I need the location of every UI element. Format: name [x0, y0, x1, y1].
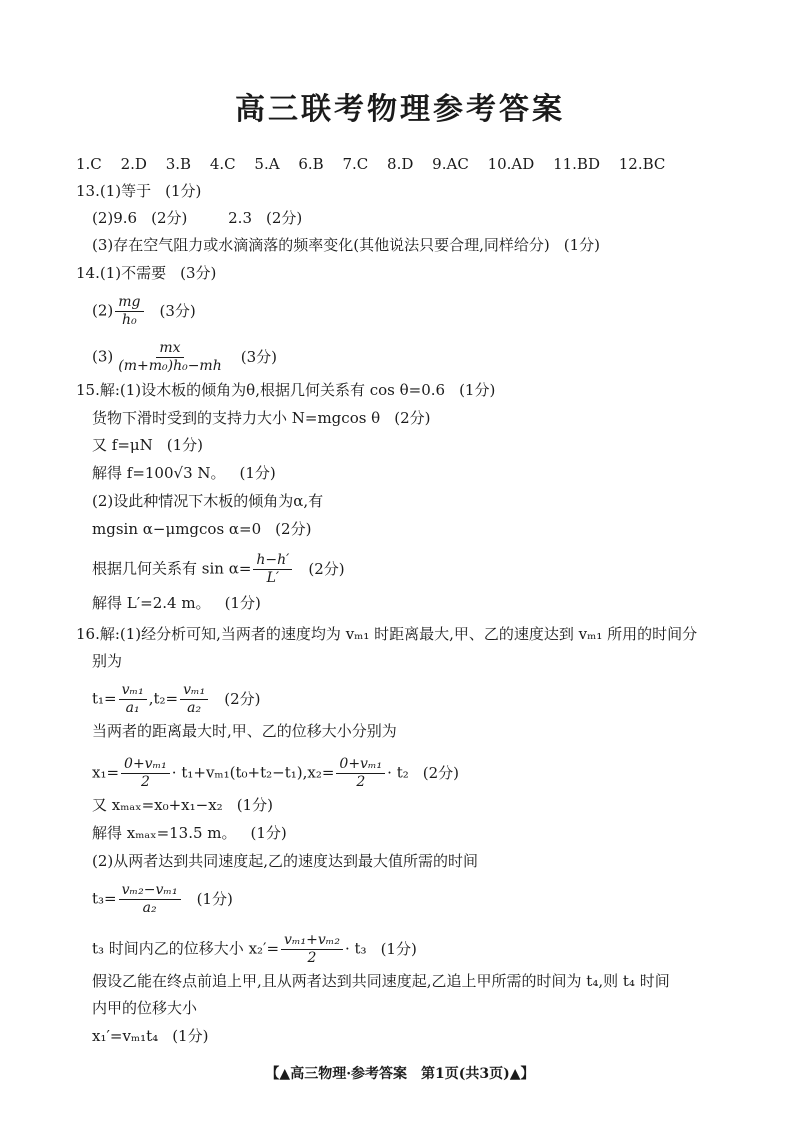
numerator: vₘ₁ — [180, 682, 208, 700]
q16-line13 — [92, 1026, 208, 1046]
q14-label-2: (2) — [92, 301, 114, 320]
page-title: 高三联考物理参考答案 — [235, 92, 565, 127]
fraction — [119, 682, 147, 717]
q15-text: (2)设此种情况下木板的倾角为α,有 — [92, 492, 324, 510]
mcq-item: 12.BC — [618, 155, 666, 173]
q16-formula: · t₂ — [387, 763, 409, 782]
points: (1分) — [172, 1027, 209, 1045]
q15-text: 解得 L′=2.4 m。 — [92, 594, 211, 612]
numerator: vₘ₁ — [119, 682, 147, 700]
q16-line9 — [92, 882, 233, 917]
q15-text: 根据几何关系有 sin α= — [92, 559, 252, 578]
page-footer: 【▲高三物理·参考答案 第1页(共3页)▲】 — [265, 1066, 535, 1082]
numerator: mx — [156, 340, 183, 358]
mcq-item: 6.B — [298, 155, 324, 173]
points: (1分) — [224, 594, 261, 612]
q15-text: 解得 f=100√3 N。 — [92, 464, 226, 482]
q14-label-3: (3) — [92, 347, 114, 366]
q15-text: 又 f=μN — [92, 436, 153, 454]
q16-line3 — [92, 682, 260, 717]
q16-line2 — [92, 651, 122, 671]
mcq-answers — [76, 154, 679, 174]
numerator: mg — [115, 294, 143, 312]
points: (3分) — [159, 301, 196, 320]
points: (3分) — [180, 264, 217, 282]
mcq-item: 8.D — [387, 155, 414, 173]
q14-line2 — [92, 294, 196, 329]
mcq-item: 11.BD — [553, 155, 600, 173]
q16-formula: · t₁+vₘ₁(t₀+t₂−t₁),x₂= — [171, 763, 335, 782]
q13-line1 — [76, 181, 201, 201]
q16-formula: t₃= — [92, 889, 117, 908]
q16-text: x₁′=vₘ₁t₄ — [92, 1027, 159, 1045]
numerator: 0+vₘ₁ — [336, 756, 385, 774]
points: (1分) — [250, 824, 287, 842]
q16-line8 — [92, 851, 478, 871]
q16-text: (2)从两者达到共同速度起,乙的速度达到最大值所需的时间 — [92, 852, 479, 870]
mcq-item: 7.C — [342, 155, 369, 173]
points: (1分) — [563, 236, 600, 254]
numerator: vₘ₂−vₘ₁ — [119, 882, 181, 900]
mcq-item: 1.C — [76, 155, 102, 173]
points: (2分) — [422, 763, 459, 782]
q15-line7 — [92, 552, 345, 587]
q15-text: 货物下滑时受到的支持力大小 N=mgcos θ — [92, 409, 381, 427]
q13-answer-2b: 2.3 — [228, 209, 252, 227]
points: (1分) — [239, 464, 276, 482]
q16-formula: ,t₂= — [148, 689, 179, 708]
points: (3分) — [240, 347, 277, 366]
q13-answer-1: 13.(1)等于 — [76, 182, 152, 200]
numerator: h−h′ — [253, 552, 292, 570]
denominator: (m+m₀)h₀−mh — [118, 358, 222, 374]
q16-line5 — [92, 756, 459, 791]
q13-answer-2a: (2)9.6 — [92, 209, 138, 227]
q16-text: 解得 xₘₐₓ=13.5 m。 — [92, 824, 237, 842]
q16-line10 — [92, 932, 417, 967]
points: (2分) — [394, 409, 431, 427]
numerator: 0+vₘ₁ — [121, 756, 170, 774]
numerator: vₘ₁+vₘ₂ — [281, 932, 343, 950]
denominator: h₀ — [122, 312, 137, 328]
mcq-item: 4.C — [209, 155, 236, 173]
q14-line3 — [92, 340, 277, 375]
points: (2分) — [266, 209, 303, 227]
q15-line5 — [92, 491, 323, 511]
q15-line3 — [92, 435, 203, 455]
denominator: 2 — [356, 774, 366, 790]
q15-text: mgsin α−μmgcos α=0 — [92, 520, 262, 538]
q15-line4 — [92, 463, 276, 483]
q15-line8 — [92, 593, 261, 613]
q13-line2 — [92, 208, 302, 228]
q16-text: 又 xₘₐₓ=x₀+x₁−x₂ — [92, 796, 223, 814]
points: (1分) — [236, 796, 273, 814]
mcq-item: 3.B — [165, 155, 192, 173]
q13-line3 — [92, 235, 600, 255]
points: (2分) — [308, 559, 345, 578]
fraction — [115, 340, 224, 375]
q16-formula: t₃ 时间内乙的位移大小 x₂′= — [92, 939, 280, 958]
q15-line2 — [92, 408, 430, 428]
points: (1分) — [459, 381, 496, 399]
q16-line7 — [92, 823, 287, 843]
denominator: 2 — [307, 950, 317, 966]
q16-text: 16.解:(1)经分析可知,当两者的速度均为 vₘ₁ 时距离最大,甲、乙的速度达到 vₘ₁ 所用的时间分 — [76, 625, 698, 643]
q13-answer-3: (3)存在空气阻力或水滴滴落的频率变化(其他说法只要合理,同样给分) — [92, 236, 550, 254]
fraction — [180, 682, 208, 717]
fraction — [115, 294, 143, 329]
q14-answer-1: 14.(1)不需要 — [76, 264, 167, 282]
fraction — [281, 932, 343, 967]
points: (1分) — [380, 939, 417, 958]
mcq-item: 2.D — [120, 155, 147, 173]
fraction — [253, 552, 292, 587]
denominator: L′ — [266, 570, 280, 586]
q16-line11 — [92, 971, 670, 991]
mcq-item: 5.A — [254, 155, 280, 173]
mcq-item: 10.AD — [487, 155, 535, 173]
q16-line4 — [92, 721, 397, 741]
points: (1分) — [166, 436, 204, 454]
fraction — [336, 756, 385, 791]
fraction — [119, 882, 181, 917]
q16-formula: x₁= — [92, 763, 120, 782]
q16-formula: · t₃ — [344, 939, 367, 958]
q16-line1 — [76, 624, 697, 644]
q16-text: 内甲的位移大小 — [92, 999, 198, 1017]
points: (2分) — [275, 520, 312, 538]
points: (1分) — [165, 182, 202, 200]
q16-text: 假设乙能在终点前追上甲,且从两者达到共同速度起,乙追上甲所需的时间为 t₄,则 t₄ 时间 — [92, 972, 670, 990]
q16-text: 当两者的距离最大时,甲、乙的位移大小分别为 — [92, 722, 397, 740]
points: (2分) — [224, 689, 261, 708]
points: (1分) — [196, 889, 233, 908]
denominator: 2 — [140, 774, 150, 790]
q16-line6 — [92, 795, 273, 815]
q16-line12 — [92, 998, 197, 1018]
q16-text: 别为 — [92, 652, 123, 670]
q16-formula: t₁= — [92, 689, 117, 708]
denominator: a₂ — [187, 700, 202, 716]
denominator: a₁ — [125, 700, 140, 716]
q14-line1 — [76, 263, 216, 283]
denominator: a₂ — [142, 900, 157, 916]
fraction — [121, 756, 170, 791]
q15-text: 15.解:(1)设木板的倾角为θ,根据几何关系有 cos θ=0.6 — [76, 381, 446, 399]
points: (2分) — [151, 209, 188, 227]
mcq-item: 9.AC — [432, 155, 469, 173]
q15-line1 — [76, 380, 495, 400]
q15-line6 — [92, 519, 311, 539]
